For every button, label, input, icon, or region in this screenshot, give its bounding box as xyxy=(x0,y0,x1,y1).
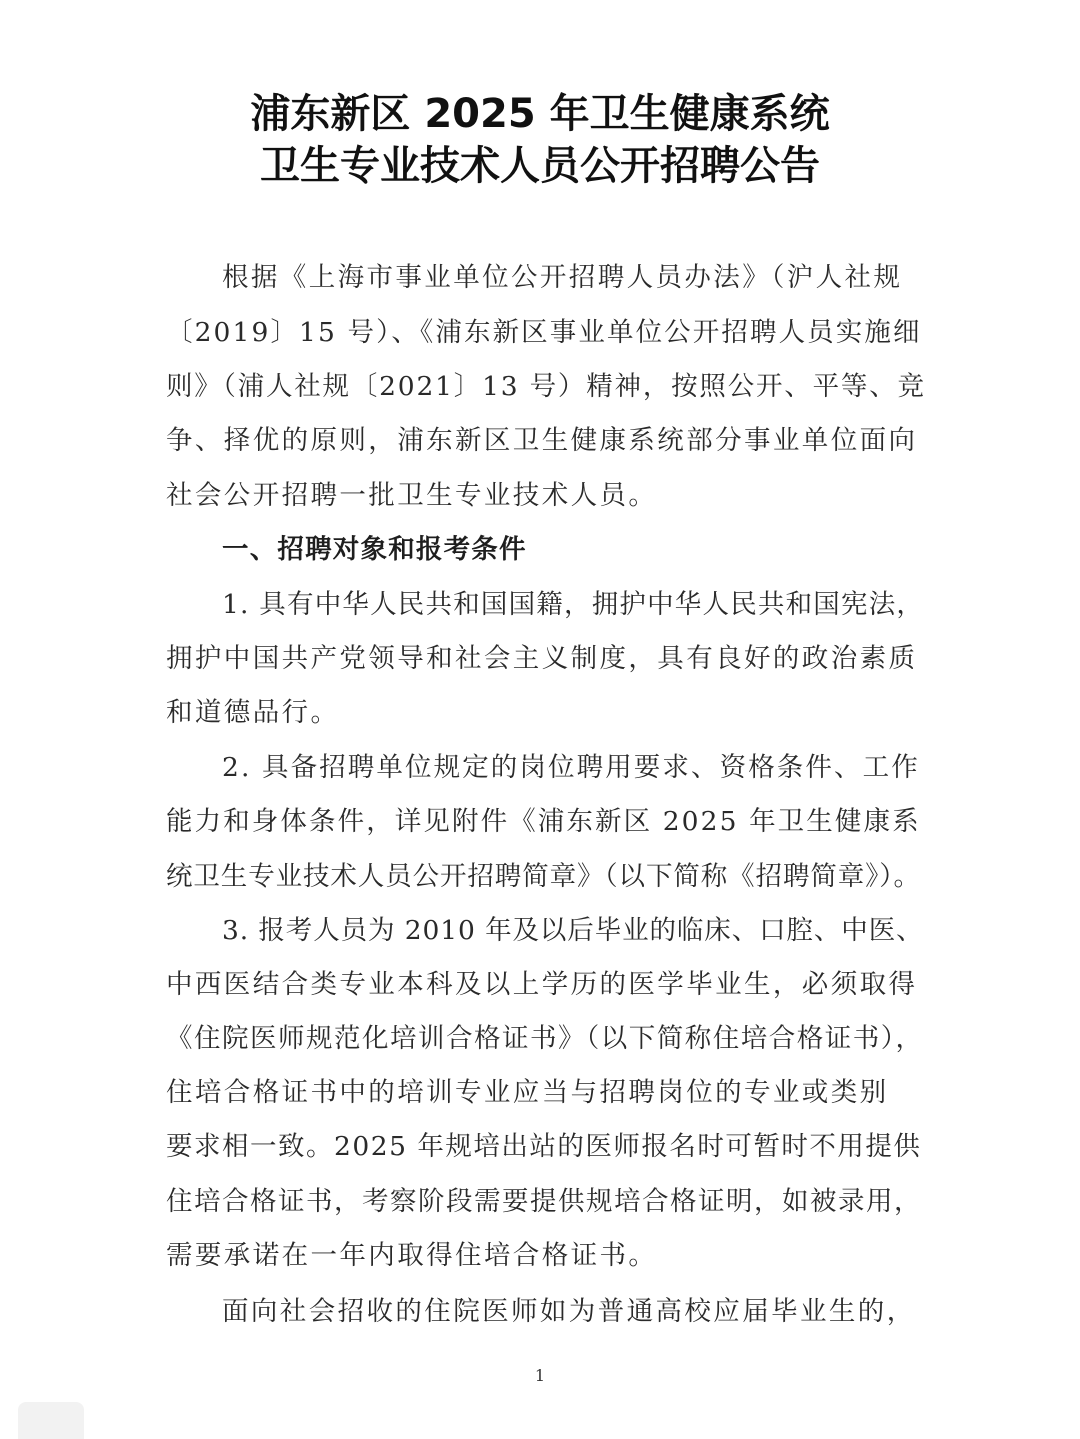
paragraph-line: 能力和身体条件，详见附件《浦东新区 2025 年卫生健康系 xyxy=(166,806,921,837)
paragraph-line: 需要承诺在一年内取得住培合格证书。 xyxy=(166,1240,658,1271)
paragraph-line: 1. 具有中华人民共和国国籍，拥护中华人民共和国宪法， xyxy=(222,589,925,620)
page-number: 1 xyxy=(534,1366,546,1385)
paragraph-line: 则》（浦人社规〔2021〕13 号）精神，按照公开、平等、竞 xyxy=(166,371,926,402)
paragraph-line: 面向社会招收的住院医师如为普通高校应届毕业生的， xyxy=(222,1296,916,1327)
paragraph-line: 要求相一致。2025 年规培出站的医师报名时可暂时不用提供 xyxy=(166,1131,922,1162)
paragraph-line: 3. 报考人员为 2010 年及以后毕业的临床、口腔、中医、 xyxy=(222,915,924,946)
paragraph-line: 统卫生专业技术人员公开招聘简章》（以下简称《招聘简章》）。 xyxy=(166,861,921,892)
paragraph-line: 争、择优的原则，浦东新区卫生健康系统部分事业单位面向 xyxy=(166,425,918,456)
document-title-line-2: 卫生专业技术人员公开招聘公告 xyxy=(260,143,820,189)
paragraph-line: 〔2019〕15 号）、《浦东新区事业单位公开招聘人员实施细 xyxy=(166,317,922,348)
paragraph-line: 拥护中国共产党领导和社会主义制度，具有良好的政治素质 xyxy=(166,643,918,674)
paragraph-line: 中西医结合类专业本科及以上学历的医学毕业生，必须取得 xyxy=(166,969,918,1000)
corner-placeholder xyxy=(18,1402,84,1439)
paragraph-line: 社会公开招聘一批卫生专业技术人员。 xyxy=(166,480,658,511)
paragraph-line: 和道德品行。 xyxy=(166,697,340,728)
paragraph-line: 住培合格证书中的培训专业应当与招聘岗位的专业或类别 xyxy=(166,1077,889,1108)
paragraph-line: 根据《上海市事业单位公开招聘人员办法》（沪人社规 xyxy=(222,262,903,293)
paragraph-line: 《住院医师规范化培训合格证书》（以下简称住培合格证书）， xyxy=(166,1023,924,1054)
document-title-line-1: 浦东新区 2025 年卫生健康系统 xyxy=(250,91,830,137)
paragraph-line: 2. 具备招聘单位规定的岗位聘用要求、资格条件、工作 xyxy=(222,752,920,783)
paragraph-line: 住培合格证书，考察阶段需要提供规培合格证明，如被录用， xyxy=(166,1186,922,1217)
section-heading: 一、招聘对象和报考条件 xyxy=(222,534,527,565)
